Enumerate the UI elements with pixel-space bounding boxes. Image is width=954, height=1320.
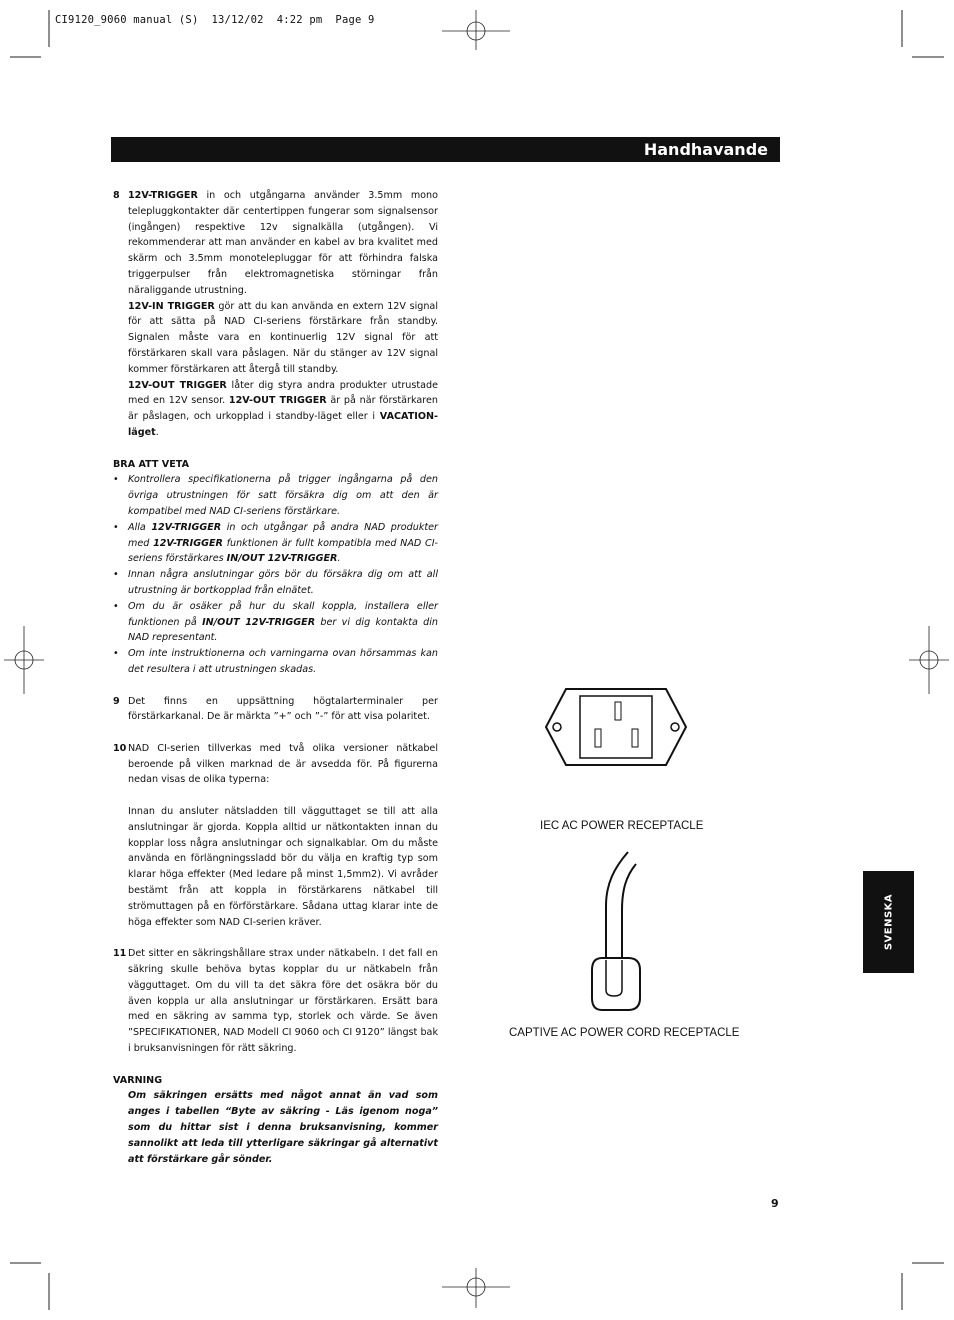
body-text: in och utgångarna använder 3.5mm mono telepluggkontakter där centertippen fungerar som signalsensor (ingången) respektive 12v signalkälla (utgången). Vi rekommenderar att man använder en kabel av bra kvalitet med skärm och 3.5mm monotelepluggar för att förhindra falska triggerpulser från elektromagnetiska störningar från näraliggande utrustning. <box>128 190 438 296</box>
list-item: • Alla 12V-TRIGGER in och utgångar på andra NAD produkter med 12V-TRIGGER funktionen är fullt kompatibla med NAD CI-seriens förstärkares IN/OUT 12V-TRIGGER. <box>113 520 438 567</box>
body-text: gör att du kan använda en extern 12V signal för att sätta på NAD CI-seriens förstärkare från standby. Signalen måste vara en kontinuerlig 12V signal för att förstärkaren skall vara påslagen. När du stänger av 12V signal kommer förstärkaren att återgå till standby. <box>128 300 438 375</box>
term: 12V-TRIGGER <box>128 190 198 201</box>
body-text: Det finns en uppsättning högtalarterminaler per förstärkarkanal. De är märkta ”+” och ”-” för att visa polaritet. <box>128 695 438 723</box>
list-item: • Innan några anslutningar görs bör du försäkra dig om att all utrustning är bortkopplad från elnätet. <box>113 567 438 599</box>
registration-mark-top <box>442 10 510 50</box>
term: VACATION-läget <box>128 411 438 438</box>
captive-cord-figure <box>590 850 642 1014</box>
body-text: Innan du ansluter nätsladden till vägguttaget se till att alla anslutningar är gjorda. Koppla alltid ur nätkontakten innan du kopplar loss några anslutningar och signalkablar. Om du måste använda en förlängningssladd bör du välja en kraftig typ som klarar höga effekter (Med ledare på minst 1,5mm2). Vi avråder bestämt från att koppla in förstärkarens nätkabel till strömuttagen på en förförstärkare. Sådana uttag klarar inte de höga effekter som NAD CI-serien kräver. <box>128 806 438 928</box>
list-item: • Om du är osäker på hur du skall koppla, installera eller funktionen på IN/OUT 12V-TRIGGER ber vi dig kontakta din NAD representant. <box>113 599 438 646</box>
body-text: är på när förstärkaren är påslagen, och urkopplad i standby-läget eller i <box>128 395 438 423</box>
language-side-tab <box>863 871 914 973</box>
item-8-paragraph-2 <box>128 299 438 378</box>
captive-caption: CAPTIVE AC POWER CORD RECEPTACLE <box>509 1027 740 1039</box>
item-number: 11 <box>113 948 127 960</box>
item-10 <box>113 741 438 931</box>
bra-att-veta-list <box>113 472 438 677</box>
item-8 <box>113 188 438 441</box>
term: 12V-OUT TRIGGER <box>128 379 227 391</box>
term: 12V-IN TRIGGER <box>128 300 215 312</box>
iec-receptacle-figure <box>544 688 688 766</box>
print-header: CI9120_9060 manual (S) 13/12/02 4:22 pm Page 9 <box>55 14 375 26</box>
body-text: Det sitter en säkringshållare strax under nätkabeln. I det fall en säkring skulle behöva bytas kopplar du ur nätkabeln från vägguttaget. Om du vill ta det säkra före det osäkra bör du även koppla ur alla anslutningar ur förstärkaren. Ersätt bara med en säkring av samma typ, storlek och värde. Se även ”SPECIFIKATIONER, NAD Modell CI 9060 och CI 9120” längst bak i bruksanvisningen för rätt säkring. <box>128 948 438 1055</box>
item-number: 8 <box>113 190 120 201</box>
side-tab-label: SVENSKA <box>883 893 894 951</box>
item-number: 10 <box>113 742 127 754</box>
text-column <box>113 188 438 1167</box>
item-8-paragraph-1 <box>128 188 438 299</box>
body-text: . <box>155 426 159 438</box>
body-text: låter dig styra andra produkter utrustade med en 12V sensor. <box>128 379 438 407</box>
page-number: 9 <box>771 1197 779 1210</box>
item-8-paragraph-3 <box>128 378 438 441</box>
list-item: • Kontrollera specifikationerna på trigger ingångarna på den övriga utrustningen för satt försäkra dig om att den är kompatibel med NAD CI-seriens förstärkare. <box>113 472 438 519</box>
registration-mark-right <box>909 626 949 694</box>
item-number: 9 <box>113 695 120 707</box>
varning-heading: VARNING <box>113 1074 163 1086</box>
body-text: NAD CI-serien tillverkas med två olika versioner nätkabel beroende på vilken marknad de är avsedda för. På figurerna nedan visas de olika typerna: <box>128 742 438 786</box>
registration-mark-left <box>4 626 44 694</box>
iec-caption: IEC AC POWER RECEPTACLE <box>540 820 704 832</box>
section-title: Handhavande <box>643 140 768 159</box>
term: 12V-OUT TRIGGER <box>228 395 327 407</box>
registration-mark-bottom <box>442 1268 510 1308</box>
section-title-bar <box>111 137 780 162</box>
bra-att-veta-heading: BRA ATT VETA <box>113 458 189 470</box>
list-item: • Om inte instruktionerna och varningarna ovan hörsammas kan det resultera i att utrustningen skadas. <box>113 646 438 678</box>
item-11 <box>113 946 438 1057</box>
item-9 <box>113 694 438 726</box>
varning-text: Om säkringen ersätts med något annat än vad som anges i tabellen “Byte av säkring - Läs igenom noga” som du hittar sist i denna bruksanvisning, kommer sannolikt att leda till ytterligare säkringar gå alternativt att förstärkare går sönder. <box>128 1090 438 1165</box>
